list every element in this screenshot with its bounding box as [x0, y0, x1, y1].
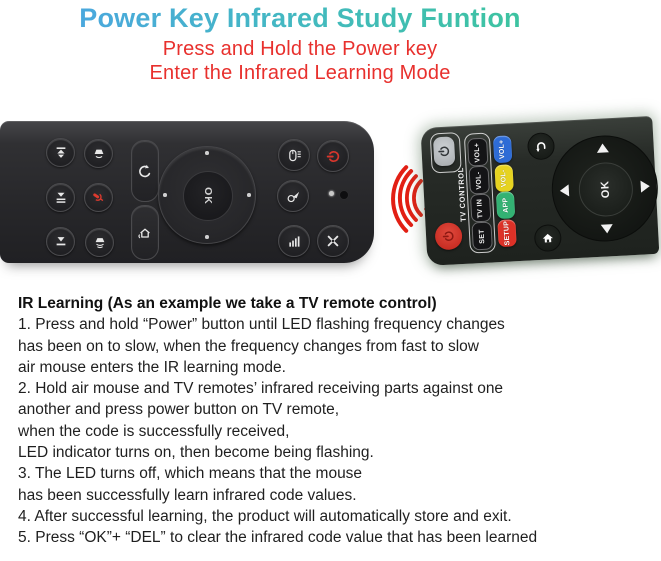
tv-learn-power-button: [433, 136, 455, 166]
tv-power-button: [434, 222, 462, 250]
voice-mic-button: [84, 183, 113, 212]
tv-key-vol-plus: VOL+: [467, 138, 488, 167]
back-arrow-icon: [137, 163, 153, 179]
instruction-line: air mouse enters the IR learning mode.: [18, 358, 286, 376]
power-icon: [437, 145, 451, 159]
dpad-right-dot: [247, 193, 251, 197]
instruction-line: has been successfully learn infrared code values.: [18, 486, 357, 504]
air-cursor-button: [277, 180, 309, 212]
skip-forward-bar-icon: [54, 235, 68, 249]
volume-bars-button: [278, 225, 310, 257]
dpad-left-dot: [163, 193, 167, 197]
instruction-line: 5. Press “OK”+ “DEL” to clear the infrared code value that has been learned: [18, 529, 538, 547]
instructions-block: [18, 293, 596, 549]
skip-back-icon: [54, 146, 68, 160]
instruction-line: LED indicator turns on, then become being flashing.: [18, 444, 374, 462]
mute-x-icon: [326, 234, 340, 248]
power-icon: [442, 229, 456, 243]
instruction-line: another and press power button on TV remote,: [18, 401, 340, 419]
volume-bars-icon: [287, 234, 302, 249]
tv-vol-plus-button: VOL+: [493, 135, 512, 163]
speaker-icon: [92, 147, 106, 161]
mouse-settings-icon: [287, 148, 302, 163]
tv-key-tv-in: TV IN: [470, 194, 491, 223]
tv-app-button: APP: [496, 191, 515, 219]
tv-remote-photo: [420, 116, 659, 266]
skip-forward-icon: [54, 191, 68, 205]
dpad-down-dot: [205, 235, 209, 239]
speaker-button: [84, 139, 113, 168]
dpad-up-dot: [205, 151, 209, 155]
air-cursor-icon: [286, 189, 301, 204]
mute-button: [317, 225, 349, 257]
subtitle-line: Enter the Infrared Learning Mode: [149, 62, 451, 84]
power-icon: [326, 149, 341, 164]
instruction-line: 1. Press and hold “Power” button until LED flashing frequency changes: [18, 316, 505, 334]
home-icon: [540, 230, 556, 246]
instruction-line: 3. The LED turns off, which means that the mouse: [18, 465, 363, 483]
dpad-down-arrow: [601, 224, 613, 234]
power-button: [317, 140, 349, 172]
tv-back-button: [527, 132, 555, 160]
tv-vol-minus-button: VOL-: [494, 164, 513, 192]
ok-label: OK: [599, 180, 613, 199]
microphone-icon: [88, 187, 109, 208]
back-arrow-icon: [533, 138, 549, 154]
led-indicator: [329, 191, 334, 196]
tv-key-vol-minus: VOL-: [468, 166, 489, 195]
home-button: [131, 205, 159, 260]
tv-setup-button: SETUP: [497, 219, 516, 247]
mouse-settings-button: [278, 139, 310, 171]
tv-ok-button: [578, 161, 635, 218]
home-icon: [137, 225, 153, 241]
instruction-line: 2. Hold air mouse and TV remotes’ infrared receiving parts against one: [18, 380, 504, 398]
tv-key-set: SET: [471, 221, 492, 250]
skip-back-button: [46, 138, 75, 167]
skip-forward-button: [46, 183, 75, 212]
air-mouse-remote-photo: [0, 121, 374, 263]
ok-button: [183, 171, 233, 221]
tv-dpad-ring: [549, 133, 660, 244]
instruction-line: has been on to slow, when the frequency changes from fast to slow: [18, 337, 479, 355]
back-button: [131, 140, 159, 202]
instruction-line: when the code is successfully received,: [18, 422, 290, 440]
instruction-line: 4. After successful learning, the product will automatically store and exit.: [18, 507, 512, 525]
dpad-up-arrow: [596, 143, 608, 153]
ok-label: OK: [202, 187, 214, 205]
instructions-heading: IR Learning (As an example we take a TV remote control): [18, 295, 437, 312]
dpad-left-arrow: [560, 184, 570, 196]
dpad-right-arrow: [640, 180, 650, 192]
tv-home-button: [534, 224, 562, 252]
skip-forward-bar-button: [46, 227, 75, 256]
speaker-wave-icon: [93, 236, 107, 250]
ir-window: [339, 190, 349, 200]
tv-control-label: TV CONTROL: [456, 166, 468, 223]
subtitle-line: Press and Hold the Power key: [162, 38, 438, 60]
speaker-wave-button: [85, 228, 114, 257]
dpad-ring: [158, 146, 256, 244]
page-title: Power Key Infrared Study Funtion: [0, 3, 600, 34]
